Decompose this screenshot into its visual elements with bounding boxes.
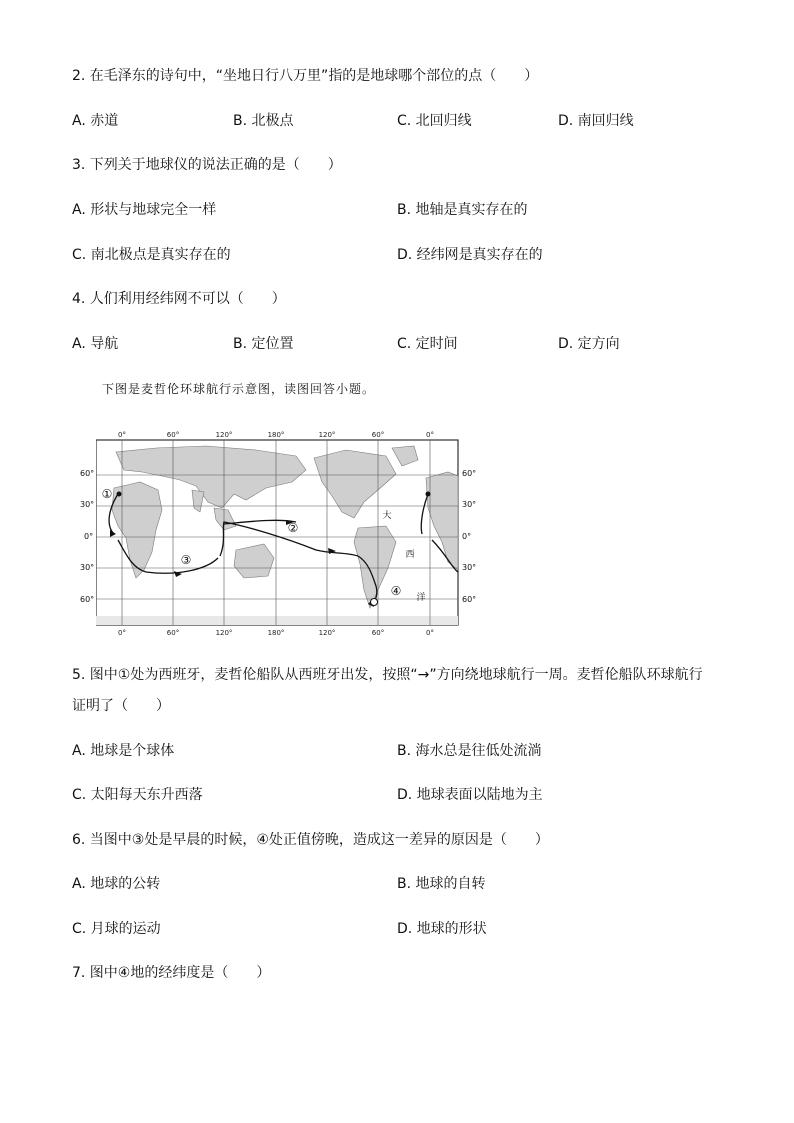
right-lat-label: 30° — [462, 500, 477, 509]
question-5-stem-line-2: 证明了（ ） — [72, 698, 170, 714]
antarctica-hint — [96, 616, 458, 625]
left-lat-label: 0° — [84, 532, 94, 541]
question-6-stem: 6. 当图中③处是早晨的时候，④处正值傍晚，造成这一差异的原因是（ ） — [72, 832, 549, 848]
start-dot-right — [426, 492, 431, 497]
question-2-stem: 2. 在毛泽东的诗句中，“坐地日行八万里”指的是地球哪个部位的点（ ） — [72, 68, 539, 84]
bottom-lon-label: 60° — [371, 629, 385, 637]
left-lat-label: 30° — [80, 500, 95, 509]
bottom-lon-label: 180° — [267, 629, 285, 637]
top-lon-label: 120° — [318, 431, 336, 439]
marker-3: ③ — [180, 553, 192, 567]
ocean-char-xi: 西 — [405, 550, 415, 560]
left-lat-label: 60° — [80, 469, 95, 478]
question-4-option-a[interactable]: A. 导航 — [72, 336, 119, 352]
bottom-lon-label: 0° — [118, 629, 126, 637]
top-lon-label: 0° — [426, 431, 434, 439]
question-3-stem: 3. 下列关于地球仪的说法正确的是（ ） — [72, 157, 342, 173]
question-3-option-a[interactable]: A. 形状与地球完全一样 — [72, 202, 217, 218]
top-lon-label: 180° — [267, 431, 285, 439]
ocean-char-da: 大 — [382, 511, 392, 521]
question-2-option-c[interactable]: C. 北回归线 — [397, 113, 472, 129]
bottom-lon-label: 120° — [318, 629, 336, 637]
right-lat-label: 30° — [462, 563, 477, 572]
right-lat-label: 0° — [462, 532, 472, 541]
ocean-char-yang: 洋 — [416, 593, 426, 603]
question-4-option-d[interactable]: D. 定方向 — [558, 336, 620, 352]
question-4-option-c[interactable]: C. 定时间 — [397, 336, 458, 352]
left-lat-label: 60° — [80, 595, 95, 604]
question-6-option-b[interactable]: B. 地球的自转 — [397, 876, 486, 892]
question-6-option-a[interactable]: A. 地球的公转 — [72, 876, 161, 892]
question-2-option-d[interactable]: D. 南回归线 — [558, 113, 634, 129]
question-5-option-a[interactable]: A. 地球是个球体 — [72, 743, 175, 759]
bottom-lon-label: 0° — [426, 629, 434, 637]
question-3-option-d[interactable]: D. 经纬网是真实存在的 — [397, 247, 543, 263]
start-dot-left — [117, 492, 122, 497]
question-5-option-b[interactable]: B. 海水总是往低处流淌 — [397, 743, 542, 759]
question-6-option-c[interactable]: C. 月球的运动 — [72, 921, 161, 937]
question-5-option-d[interactable]: D. 地球表面以陆地为主 — [397, 787, 543, 803]
top-lon-label: 60° — [371, 431, 385, 439]
right-lat-label: 60° — [462, 469, 477, 478]
marker-2: ② — [287, 521, 299, 535]
map-intro-caption: 下图是麦哲伦环球航行示意图，读图回答小题。 — [102, 382, 376, 396]
question-4-stem: 4. 人们利用经纬网不可以（ ） — [72, 291, 286, 307]
marker-1: ① — [101, 487, 113, 501]
top-lon-label: 60° — [166, 431, 180, 439]
left-lat-label: 30° — [80, 563, 95, 572]
question-7-stem: 7. 图中④地的经纬度是（ ） — [72, 965, 271, 981]
top-lon-label: 120° — [215, 431, 233, 439]
bottom-lon-label: 60° — [166, 629, 180, 637]
question-6-option-d[interactable]: D. 地球的形状 — [397, 921, 487, 937]
bottom-lon-label: 120° — [215, 629, 233, 637]
question-5-option-c[interactable]: C. 太阳每天东升西落 — [72, 787, 203, 803]
australia — [234, 544, 274, 578]
question-4-option-b[interactable]: B. 定位置 — [233, 336, 294, 352]
magellan-voyage-map — [96, 430, 460, 640]
question-2-option-a[interactable]: A. 赤道 — [72, 113, 119, 129]
right-lat-label: 60° — [462, 595, 477, 604]
top-lon-label: 0° — [118, 431, 126, 439]
question-5-stem-line-1: 5. 图中①处为西班牙，麦哲伦船队从西班牙出发，按照“→”方向绕地球航行一周。麦哲伦船队环球航行 — [72, 667, 703, 683]
point-4-dot — [371, 599, 378, 606]
question-3-option-c[interactable]: C. 南北极点是真实存在的 — [72, 247, 231, 263]
question-3-option-b[interactable]: B. 地轴是真实存在的 — [397, 202, 528, 218]
marker-4: ④ — [390, 584, 402, 598]
question-2-option-b[interactable]: B. 北极点 — [233, 113, 294, 129]
